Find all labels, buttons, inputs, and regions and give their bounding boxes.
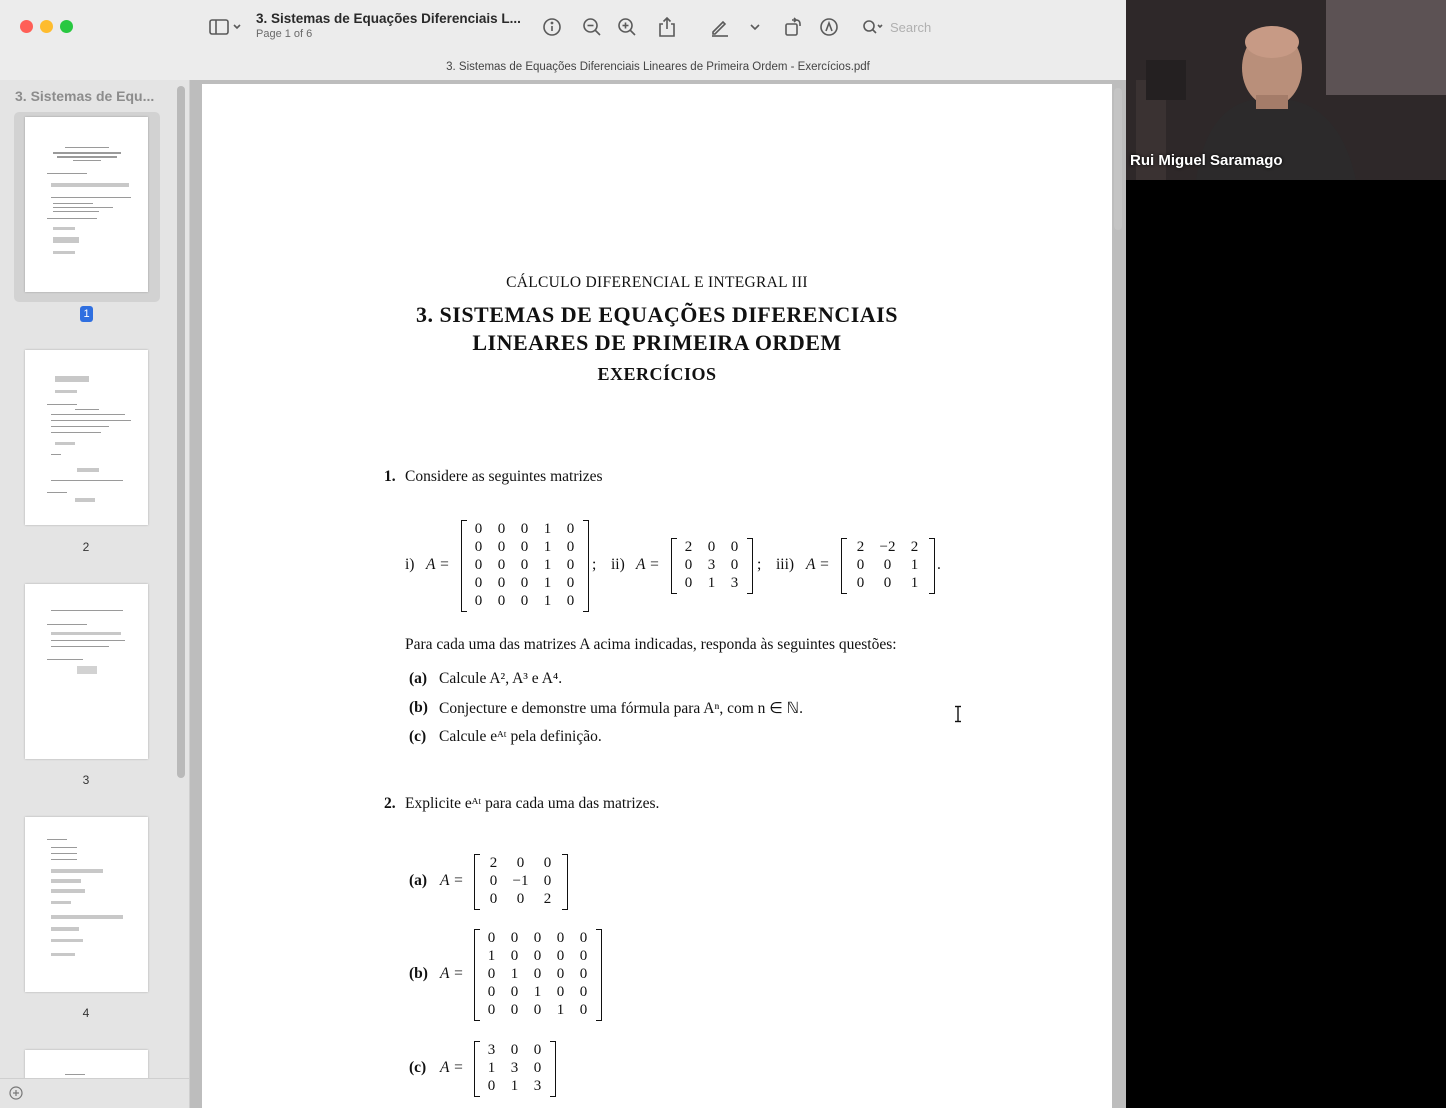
- matrix-cell: 0: [487, 1078, 496, 1094]
- page-number-4: 4: [82, 1006, 90, 1020]
- separator: ;: [592, 556, 597, 573]
- page-thumbnail-4[interactable]: [25, 817, 148, 992]
- pdf-page: [202, 84, 1112, 1108]
- matrix-cell: 0: [566, 557, 575, 573]
- document-heading-line2: LINEARES DE PRIMEIRA ORDEM: [472, 330, 842, 355]
- matrix-cell: 0: [543, 855, 552, 871]
- item-a-text: Calcule A², A³ e A⁴.: [439, 670, 563, 687]
- matrix-cell: 0: [533, 966, 542, 982]
- item-a-label: (a): [409, 670, 428, 687]
- ex2-b-label: (b): [409, 965, 428, 982]
- matrix-cell: 0: [474, 593, 483, 609]
- matrix-cell: 0: [497, 539, 506, 555]
- matrix-cell: 0: [487, 930, 496, 946]
- matrix-cell: 0: [730, 539, 739, 555]
- matrix-cell: 3: [730, 575, 739, 591]
- matrix-cell: 0: [533, 930, 542, 946]
- matrix-cell: 0: [707, 539, 716, 555]
- exercise-1-number: 1.: [384, 468, 396, 485]
- matrix-cell: 0: [520, 539, 529, 555]
- matrix-cell: 0: [533, 1002, 542, 1018]
- matrix-ii: [671, 538, 753, 594]
- search-icon: [862, 14, 884, 40]
- matrix-cell: 0: [516, 891, 525, 907]
- title-bar: [0, 0, 1126, 56]
- item-c-label: (c): [409, 728, 427, 745]
- sidebar-footer: [0, 1078, 189, 1108]
- matrix-cell: 0: [497, 557, 506, 573]
- matrix-cell: 0: [474, 575, 483, 591]
- matrix-cell: 1: [556, 1002, 565, 1018]
- document-title: 3. Sistemas de Equações Diferenciais L...: [256, 11, 521, 26]
- add-page-icon[interactable]: [9, 1086, 23, 1100]
- exercise-1-instruction: Para cada uma das matrizes A acima indicadas, responda às seguintes questões:: [405, 636, 897, 653]
- matrix-cell: 1: [510, 1078, 519, 1094]
- zoom-window-button[interactable]: [60, 20, 73, 33]
- matrix-iii: [841, 538, 935, 594]
- item-b-text: Conjecture e demonstre uma fórmula para Aⁿ, com n ∈ ℕ.: [439, 700, 803, 717]
- matrix-cell: 0: [579, 1002, 588, 1018]
- matrix-cell: 1: [487, 948, 496, 964]
- right-bracket: [583, 520, 589, 612]
- matrix-cell: 1: [487, 1060, 496, 1076]
- page-number-2: 2: [82, 540, 90, 554]
- page-thumbnail-3[interactable]: [25, 584, 148, 759]
- exercise-2-number: 2.: [384, 795, 396, 812]
- matrix-cell: 0: [533, 1042, 542, 1058]
- label-ii: ii): [611, 556, 625, 573]
- final-period: .: [937, 556, 941, 573]
- right-bracket: [550, 1041, 556, 1097]
- right-bracket: [562, 854, 568, 910]
- matrix-cell: 0: [520, 575, 529, 591]
- matrix-cell: 0: [579, 984, 588, 1000]
- matrix-cell: 1: [543, 539, 552, 555]
- a-equals-iii: A =: [806, 556, 830, 573]
- matrix-cell: 0: [520, 557, 529, 573]
- ex2-a-equals: A =: [440, 872, 464, 889]
- right-bracket: [747, 538, 753, 594]
- matrix-cell: 3: [533, 1078, 542, 1094]
- matrix-cell: 0: [684, 557, 693, 573]
- matrix-cell: 0: [566, 539, 575, 555]
- document-area[interactable]: [190, 80, 1126, 1108]
- matrix-cell: 0: [579, 948, 588, 964]
- matrix-cell: 3: [487, 1042, 496, 1058]
- matrix-cell: 0: [474, 557, 483, 573]
- matrix-cell: 0: [474, 521, 483, 537]
- matrix-cell: 2: [684, 539, 693, 555]
- chevron-down-icon[interactable]: [748, 14, 762, 40]
- matrix-cell: 2: [543, 891, 552, 907]
- matrix-cell: 1: [543, 593, 552, 609]
- matrix-cell: 1: [543, 575, 552, 591]
- page-indicator: Page 1 of 6: [256, 28, 313, 40]
- matrix-cell: 0: [489, 873, 498, 889]
- matrix-cell: 0: [497, 593, 506, 609]
- matrix-cell: 1: [533, 984, 542, 1000]
- participant-name: Rui Miguel Saramago: [1130, 152, 1283, 169]
- matrix-cell: 0: [520, 521, 529, 537]
- matrix-cell: 0: [516, 855, 525, 871]
- ex2-c-label: (c): [409, 1059, 427, 1076]
- matrix-cell: −1: [512, 873, 529, 889]
- document-scrollbar[interactable]: [1114, 88, 1122, 230]
- rotate-icon[interactable]: [782, 14, 804, 40]
- matrix-cell: 2: [910, 539, 919, 555]
- document-heading-line1: 3. SISTEMAS DE EQUAÇÕES DIFERENCIAIS: [416, 302, 898, 327]
- markup-pen-icon[interactable]: [709, 14, 731, 40]
- matrix-cell: 0: [510, 948, 519, 964]
- matrix-cell: 1: [707, 575, 716, 591]
- thumbnail-sidebar: [0, 80, 190, 1108]
- webcam-feed: [1126, 0, 1446, 180]
- exercise-1-text: Considere as seguintes matrizes: [405, 468, 603, 485]
- ex2-a-label: (a): [409, 872, 428, 889]
- matrix-cell: 0: [543, 873, 552, 889]
- matrix-cell: 0: [487, 984, 496, 1000]
- matrix-cell: 3: [510, 1060, 519, 1076]
- matrix-cell: 0: [520, 593, 529, 609]
- matrix-cell: −2: [879, 539, 896, 555]
- matrix-cell: 0: [566, 593, 575, 609]
- matrix-cell: 0: [510, 1002, 519, 1018]
- a-equals-i: A =: [426, 556, 450, 573]
- matrix-cell: 0: [556, 930, 565, 946]
- item-c-text: Calcule eᴬᵗ pela definição.: [439, 728, 602, 745]
- filename-bar: 3. Sistemas de Equações Diferenciais Lineares de Primeira Ordem - Exercícios.pdf: [446, 61, 870, 73]
- matrix-cell: 0: [487, 966, 496, 982]
- matrix-cell: 0: [474, 539, 483, 555]
- matrix-cell: 0: [883, 575, 892, 591]
- ex2-b-equals: A =: [440, 965, 464, 982]
- matrix-cell: 0: [579, 930, 588, 946]
- document-subtitle: EXERCÍCIOS: [597, 364, 717, 384]
- separator: ;: [757, 556, 762, 573]
- right-bracket: [596, 929, 602, 1021]
- course-name: CÁLCULO DIFERENCIAL E INTEGRAL III: [506, 274, 808, 291]
- text-cursor-icon: [953, 705, 963, 723]
- matrix-cell: 0: [556, 966, 565, 982]
- annotate-icon[interactable]: [818, 14, 840, 40]
- right-bracket: [929, 538, 935, 594]
- matrix-cell: 3: [707, 557, 716, 573]
- page-number-1: 1: [80, 306, 93, 322]
- matrix-cell: 1: [510, 966, 519, 982]
- matrix-cell: 0: [684, 575, 693, 591]
- matrix-cell: 0: [533, 1060, 542, 1076]
- matrix-cell: 1: [543, 557, 552, 573]
- matrix-cell: 1: [910, 557, 919, 573]
- sidebar-toggle-icon[interactable]: [208, 14, 244, 40]
- close-window-button[interactable]: [20, 20, 33, 33]
- page-thumbnail-1[interactable]: [25, 117, 148, 292]
- matrix-2a: [474, 854, 568, 910]
- label-i: i): [405, 556, 415, 573]
- matrix-cell: 0: [856, 575, 865, 591]
- matrix-cell: 1: [910, 575, 919, 591]
- matrix-cell: 0: [487, 1002, 496, 1018]
- sidebar-title: 3. Sistemas de Equ...: [15, 88, 155, 104]
- ex2-c-equals: A =: [440, 1059, 464, 1076]
- page-thumbnail-2[interactable]: [25, 350, 148, 525]
- label-iii: iii): [776, 556, 795, 573]
- info-icon[interactable]: [541, 14, 563, 40]
- matrix-cell: 0: [497, 575, 506, 591]
- matrix-cell: 0: [579, 966, 588, 982]
- matrix-cell: 0: [510, 1042, 519, 1058]
- minimize-window-button[interactable]: [40, 20, 53, 33]
- matrix-cell: 0: [533, 948, 542, 964]
- share-icon[interactable]: [656, 14, 678, 40]
- item-b-label: (b): [409, 699, 428, 716]
- matrix-cell: 0: [489, 891, 498, 907]
- search-input[interactable]: [890, 20, 1090, 35]
- matrix-cell: 0: [556, 984, 565, 1000]
- matrix-cell: 0: [497, 521, 506, 537]
- zoom-out-icon[interactable]: [581, 14, 603, 40]
- matrix-cell: 0: [730, 557, 739, 573]
- matrix-i: [461, 520, 589, 612]
- matrix-cell: 0: [883, 557, 892, 573]
- zoom-in-icon[interactable]: [616, 14, 638, 40]
- matrix-cell: 0: [566, 575, 575, 591]
- matrix-2b: [474, 929, 602, 1021]
- matrix-cell: 2: [856, 539, 865, 555]
- matrix-cell: 0: [510, 930, 519, 946]
- matrix-cell: 2: [489, 855, 498, 871]
- matrix-cell: 0: [556, 948, 565, 964]
- matrix-2c: [474, 1041, 556, 1097]
- a-equals-ii: A =: [636, 556, 660, 573]
- matrix-cell: 0: [566, 521, 575, 537]
- page-number-3: 3: [82, 773, 90, 787]
- sidebar-scrollbar[interactable]: [177, 86, 185, 778]
- matrix-cell: 0: [510, 984, 519, 1000]
- matrix-cell: 1: [543, 521, 552, 537]
- matrix-cell: 0: [856, 557, 865, 573]
- exercise-2-text: Explicite eᴬᵗ para cada uma das matrizes.: [405, 795, 660, 812]
- search-box[interactable]: [862, 15, 1112, 39]
